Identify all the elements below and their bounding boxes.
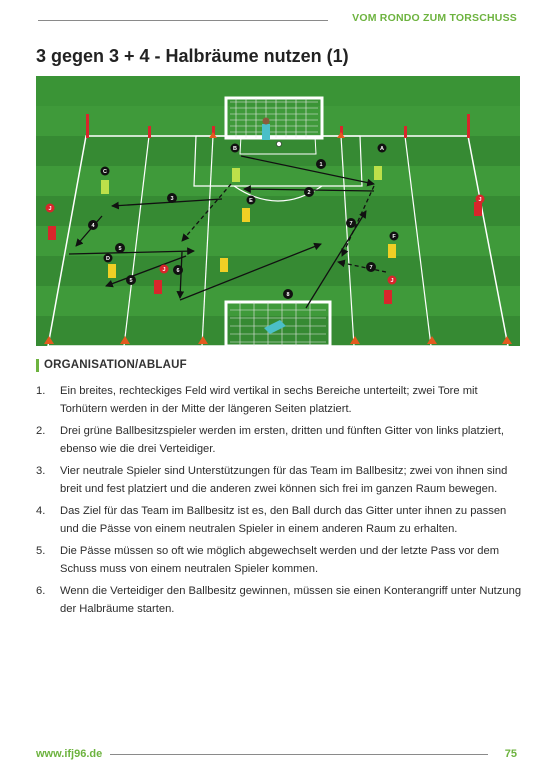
ball-icon [277, 142, 282, 147]
step-text: Wenn die Verteidiger den Ballbesitz gewinnen, müssen sie einen Konterangriff unter Nutzung der Halbräume starten. [60, 585, 522, 615]
tag-j: J [478, 197, 482, 203]
tag-c: C [103, 169, 107, 175]
tactics-diagram [36, 76, 520, 346]
pass-number: 5 [118, 246, 122, 252]
tag-j: J [48, 206, 52, 212]
header-rule [38, 20, 328, 21]
pitch-svg [36, 76, 520, 346]
step-number: 3. [36, 465, 46, 477]
list-item [36, 382, 522, 418]
tag-j: J [390, 278, 394, 284]
tag-j: J [162, 267, 166, 273]
step-number: 1. [36, 385, 46, 397]
goalkeeper-top [262, 118, 270, 141]
pass-number: 3 [170, 196, 174, 202]
pass-number: 8 [286, 292, 290, 298]
running-title: VOM RONDO ZUM TORSCHUSS [352, 12, 517, 24]
pass-number: 6 [176, 268, 180, 274]
pass-number: 1 [319, 162, 323, 168]
step-number: 5. [36, 545, 46, 557]
tag-a: A [380, 146, 384, 152]
list-item [36, 422, 522, 458]
tag-b: B [233, 146, 237, 152]
step-text: Die Pässe müssen so oft wie möglich abgewechselt werden und der letzte Pass vor dem Schuss muss von einem neutralen Spieler kommen. [60, 545, 500, 575]
footer-rule [110, 754, 488, 755]
list-item [36, 542, 522, 578]
step-text: Ein breites, rechteckiges Feld wird vertikal in sechs Bereiche unterteilt; zwei Tore mit Torhütern werden in der Mitte der längeren Seiten platziert. [60, 385, 478, 415]
tag-d: D [106, 256, 110, 262]
page-number: 75 [504, 748, 517, 760]
step-text: Das Ziel für das Team im Ballbesitz ist es, den Ball durch das Gitter unter ihnen zu passen und die Pässe von einem neutralen Spieler in einem anderen Raum zu erhalten. [60, 505, 507, 535]
pass-number: 7 [349, 221, 353, 227]
list-item [36, 582, 522, 618]
tag-e: E [249, 198, 253, 204]
step-text: Drei grüne Ballbesitzspieler werden im ersten, dritten und fünften Gitter von links platziert, ebenso wie die drei Verteidiger. [60, 425, 504, 455]
pass-number: 7 [369, 265, 373, 271]
step-number: 4. [36, 505, 46, 517]
pass-number: 5 [129, 278, 133, 284]
section-label: ORGANISATION/ABLAUF [44, 359, 187, 371]
section-heading [36, 358, 187, 372]
instruction-list [36, 382, 522, 622]
page-title: 3 gegen 3 + 4 - Halbräume nutzen (1) [36, 46, 349, 66]
step-number: 6. [36, 585, 46, 597]
pass-number: 2 [307, 190, 311, 196]
list-item [36, 462, 522, 498]
pass-number: 4 [91, 223, 95, 229]
tag-f: F [392, 234, 396, 240]
list-item [36, 502, 522, 538]
step-text: Vier neutrale Spieler sind Unterstützungen für das Team im Ballbesitz; zwei von ihnen sind breit und fest platziert und die anderen zwei können sich frei im ganzen Raum bewegen. [60, 465, 508, 495]
section-accent-bar [36, 359, 39, 372]
step-number: 2. [36, 425, 46, 437]
footer-url[interactable]: www.ifj96.de [36, 748, 103, 760]
